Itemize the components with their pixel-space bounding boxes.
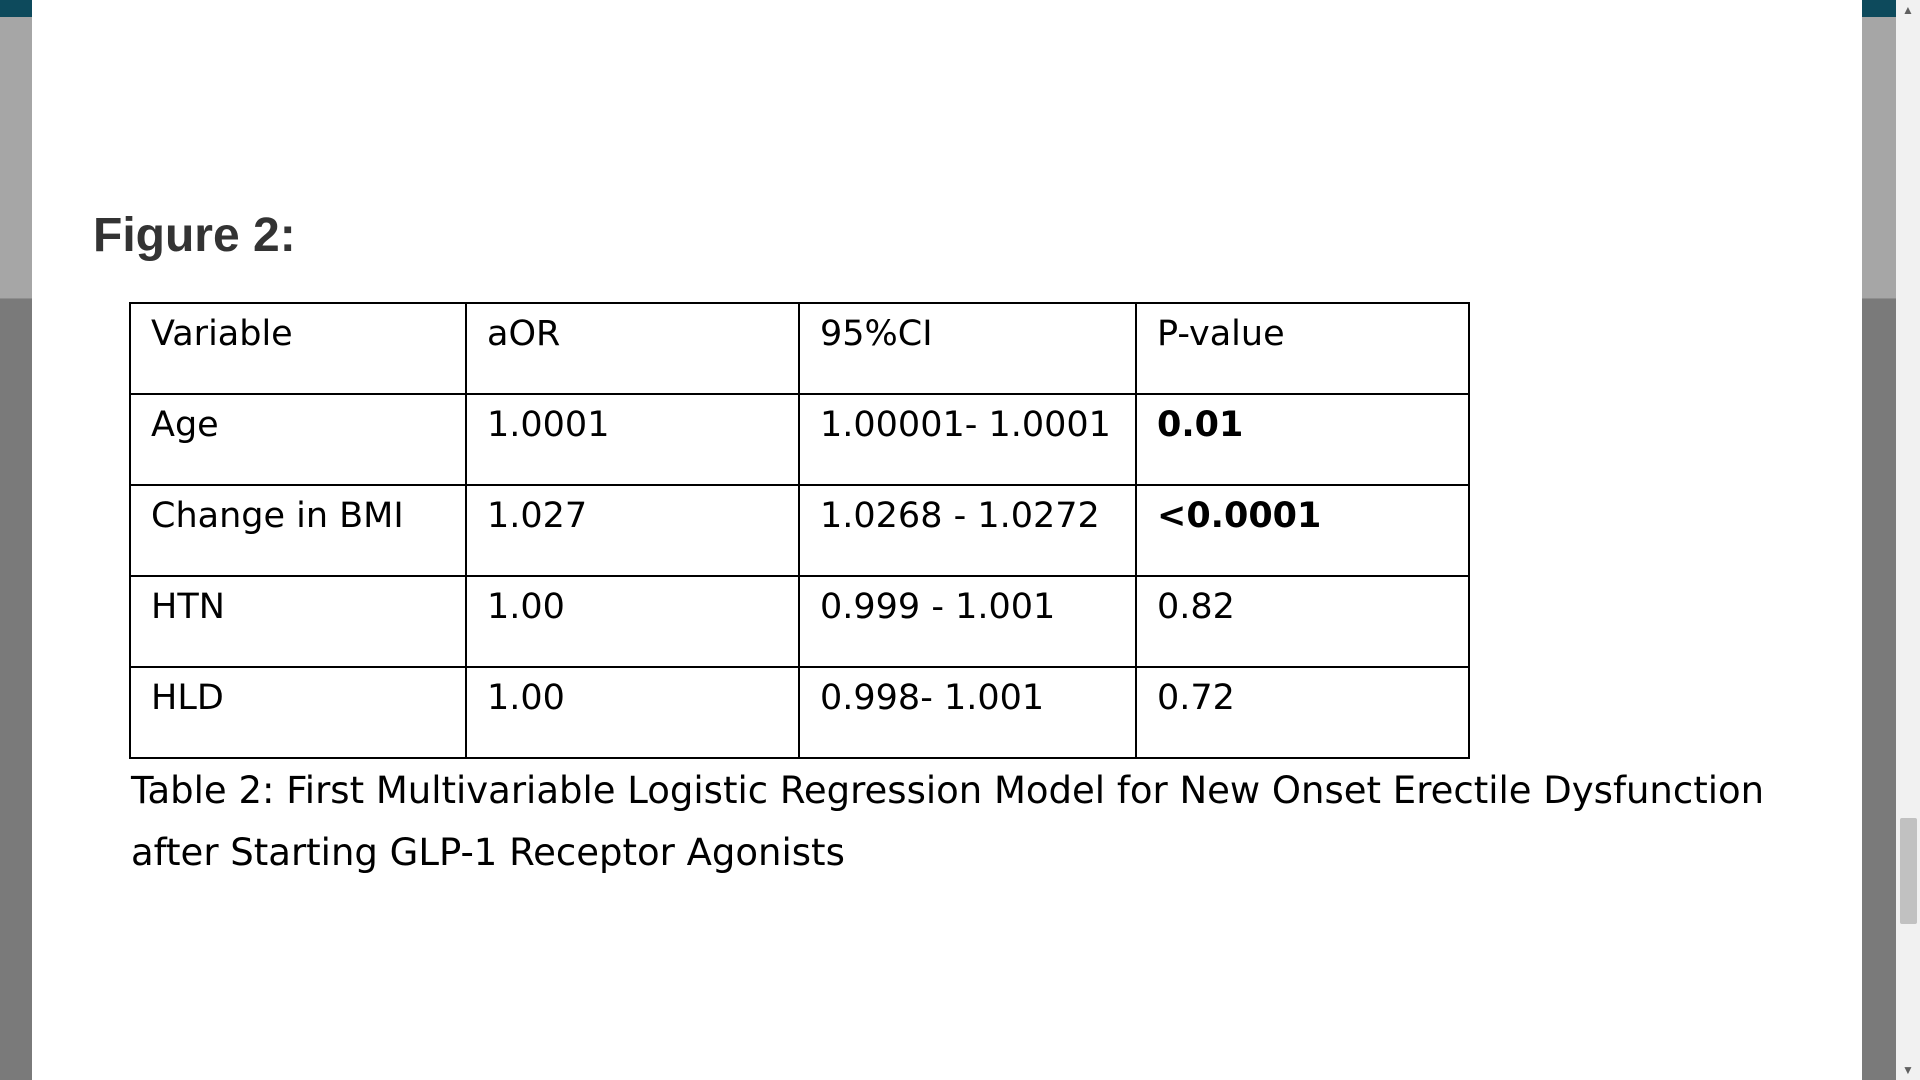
table-caption: Table 2: First Multivariable Logistic Regression Model for New Onset Erectile Dysfunction after Starting GLP-1 Receptor Agonists — [131, 769, 1765, 874]
header-accent-right — [1862, 0, 1896, 17]
cell-variable: Age — [130, 394, 466, 485]
table-row — [130, 394, 1469, 485]
cell-ci: 0.998- 1.001 — [799, 667, 1136, 758]
figure-modal — [32, 0, 1862, 1080]
cell-variable: Change in BMI — [130, 485, 466, 576]
cell-pvalue: 0.01 — [1136, 394, 1469, 485]
header-pvalue: P-value — [1136, 303, 1469, 394]
regression-table — [129, 302, 1470, 759]
scrollbar-thumb[interactable] — [1900, 818, 1917, 924]
cell-variable: HTN — [130, 576, 466, 667]
header-variable: Variable — [130, 303, 466, 394]
table-row — [130, 667, 1469, 758]
cell-variable: HLD — [130, 667, 466, 758]
cell-pvalue: 0.72 — [1136, 667, 1469, 758]
table-row — [130, 485, 1469, 576]
scroll-up-arrow-icon[interactable]: ▲ — [1902, 3, 1914, 17]
cell-pvalue: 0.82 — [1136, 576, 1469, 667]
cell-aor: 1.00 — [466, 667, 799, 758]
header-ci: 95%CI — [799, 303, 1136, 394]
figure-title: Figure 2: — [93, 209, 296, 262]
cell-ci: 0.999 - 1.001 — [799, 576, 1136, 667]
table-header-row — [130, 303, 1469, 394]
cell-ci: 1.0268 - 1.0272 — [799, 485, 1136, 576]
scroll-down-arrow-icon[interactable]: ▼ — [1902, 1063, 1914, 1077]
vertical-scrollbar[interactable] — [1896, 0, 1920, 1080]
cell-aor: 1.0001 — [466, 394, 799, 485]
cell-aor: 1.027 — [466, 485, 799, 576]
table-row — [130, 576, 1469, 667]
header-aor: aOR — [466, 303, 799, 394]
cell-pvalue: <0.0001 — [1136, 485, 1469, 576]
header-accent-left — [0, 0, 32, 17]
cell-ci: 1.00001- 1.0001 — [799, 394, 1136, 485]
cell-aor: 1.00 — [466, 576, 799, 667]
